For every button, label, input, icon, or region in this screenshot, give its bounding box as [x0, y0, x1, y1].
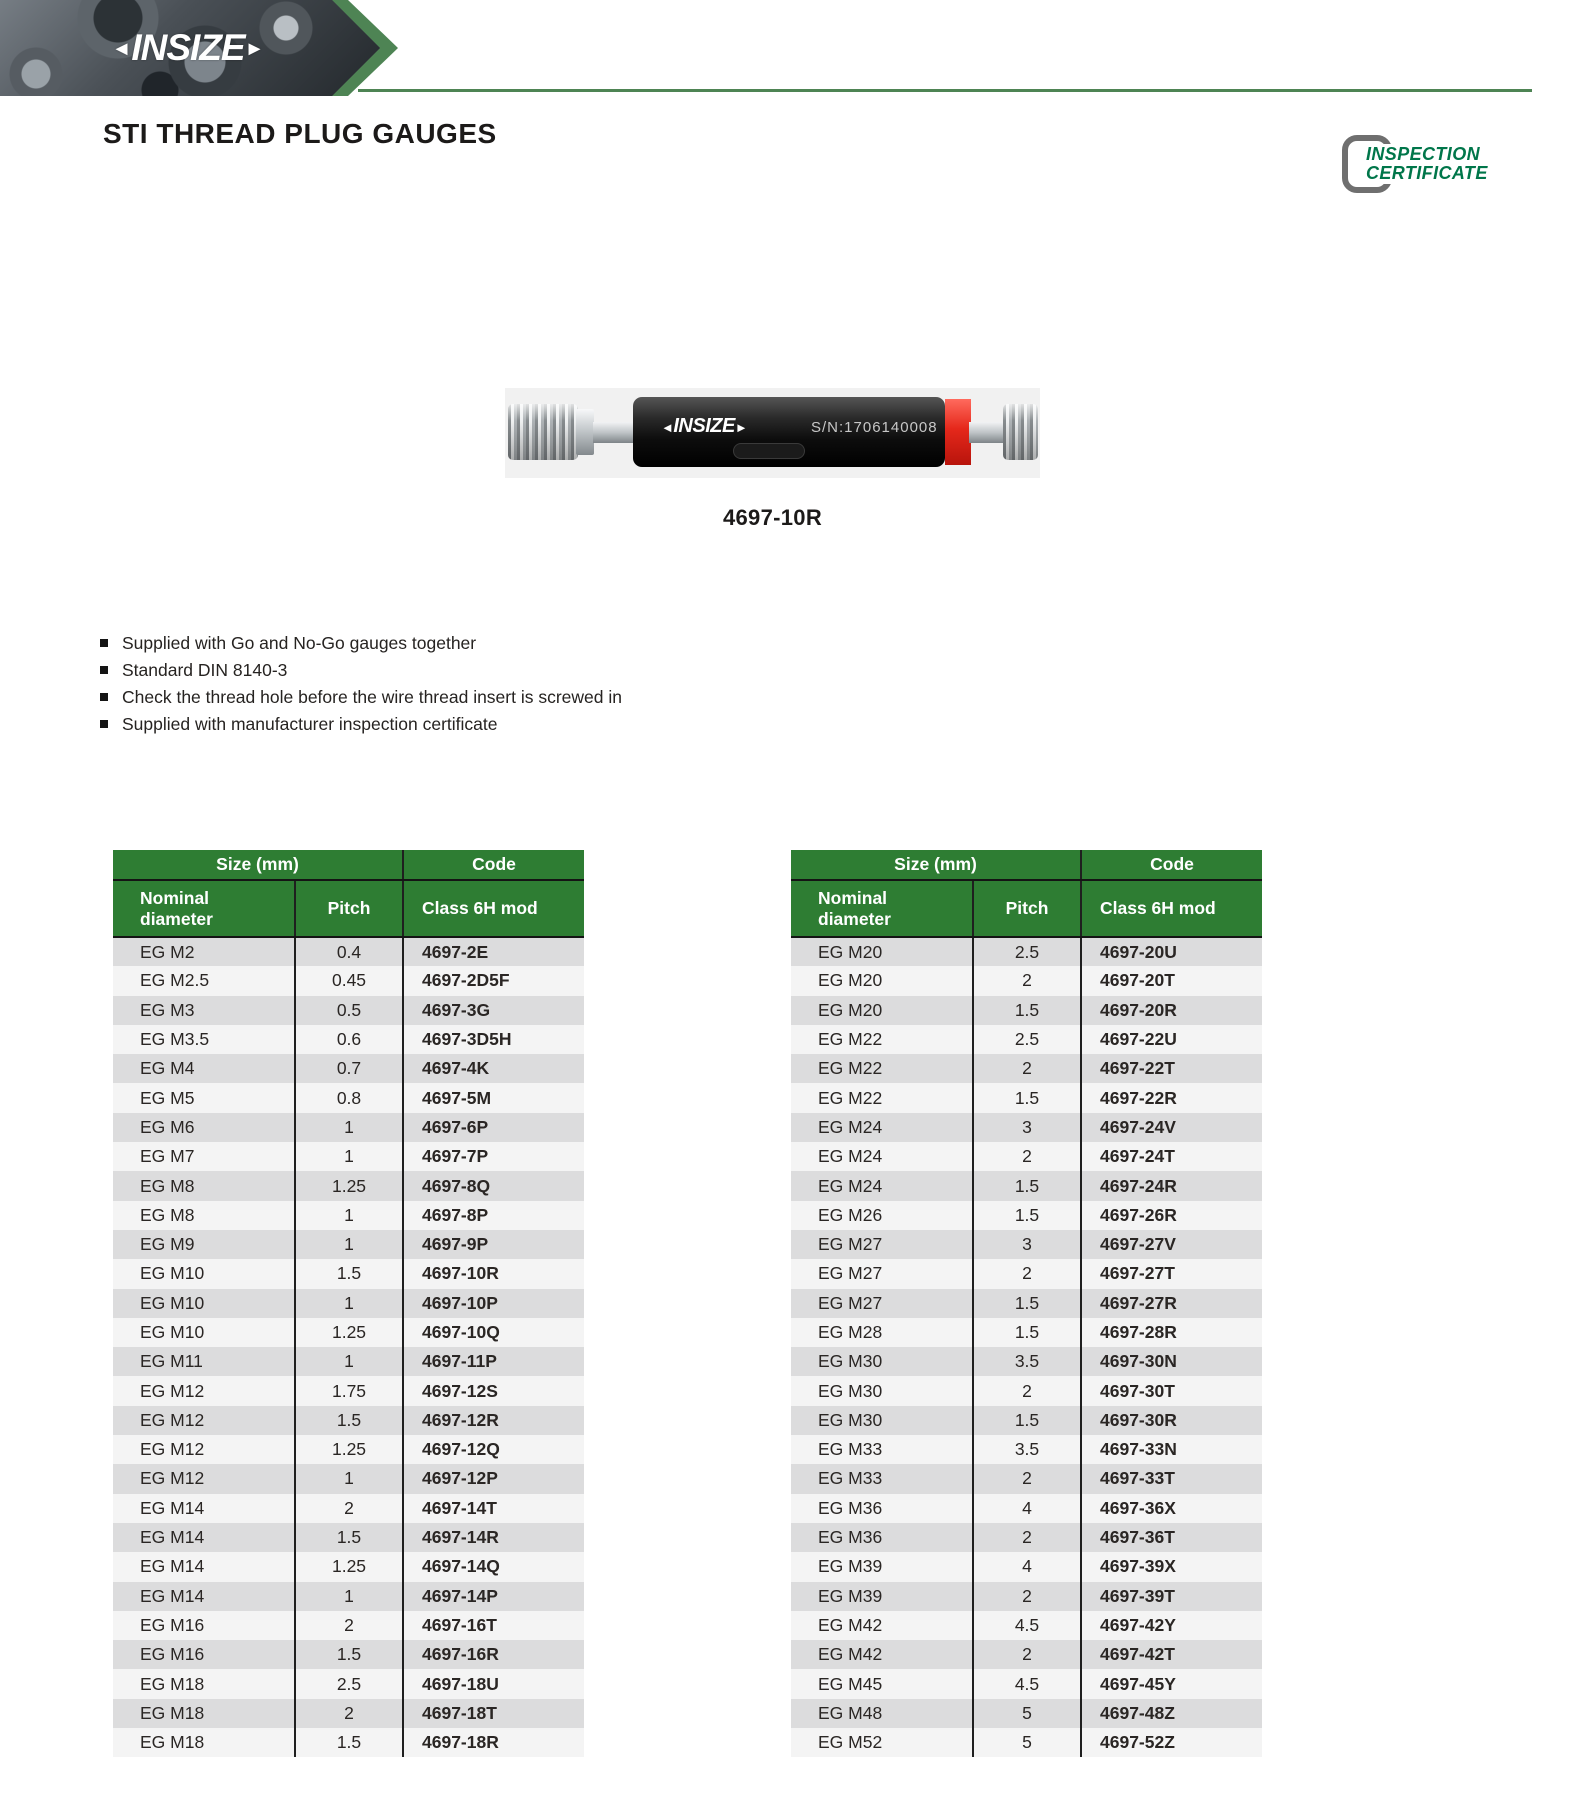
nominal-diameter-cell: EG M27 [791, 1289, 973, 1318]
pitch-cell: 1.5 [973, 996, 1081, 1025]
code-cell: 4697-2D5F [403, 966, 584, 995]
gauge-collar [576, 409, 594, 455]
nominal-diameter-cell: EG M26 [791, 1201, 973, 1230]
gauge-handle [633, 397, 945, 467]
pitch-cell: 5 [973, 1699, 1081, 1728]
bullet-square-icon [100, 693, 108, 701]
pitch-cell: 1.5 [295, 1259, 403, 1288]
table-row [791, 1523, 1262, 1552]
table-row [113, 996, 584, 1025]
code-cell: 4697-27R [1081, 1289, 1262, 1318]
table-row [791, 1083, 1262, 1112]
nominal-diameter-cell: EG M16 [113, 1611, 295, 1640]
code-cell: 4697-30R [1081, 1406, 1262, 1435]
table-row [791, 1435, 1262, 1464]
nominal-diameter-cell: EG M18 [113, 1669, 295, 1698]
table-row [113, 1611, 584, 1640]
pitch-cell: 1.75 [295, 1376, 403, 1405]
feature-item [100, 687, 622, 714]
inspection-certificate-badge [1342, 133, 1542, 195]
table-row [113, 1025, 584, 1054]
table-row [791, 1054, 1262, 1083]
nominal-diameter-cell: EG M2.5 [113, 966, 295, 995]
nominal-diameter-cell: EG M12 [113, 1406, 295, 1435]
code-cell: 4697-5M [403, 1083, 584, 1112]
code-cell: 4697-24T [1081, 1142, 1262, 1171]
table-row [113, 1259, 584, 1288]
nominal-diameter-cell: EG M2 [113, 937, 295, 966]
gauge-logo-left-arrow-icon: ◄ [661, 420, 674, 435]
certificate-line-2: CERTIFICATE [1366, 163, 1488, 183]
table-row [791, 1406, 1262, 1435]
logo-right-arrow-icon: ► [244, 37, 265, 60]
pitch-cell: 0.8 [295, 1083, 403, 1112]
feature-text: Standard DIN 8140-3 [122, 660, 288, 680]
nominal-diameter-cell: EG M9 [113, 1230, 295, 1259]
pitch-cell: 1 [295, 1113, 403, 1142]
spec-table-right [791, 850, 1262, 1757]
pitch-cell: 3.5 [973, 1435, 1081, 1464]
table-row [113, 1142, 584, 1171]
code-cell: 4697-11P [403, 1347, 584, 1376]
pitch-cell: 0.5 [295, 996, 403, 1025]
table-row [791, 1728, 1262, 1757]
code-cell: 4697-18U [403, 1669, 584, 1698]
header-divider-line [358, 89, 1532, 92]
nominal-diameter-cell: EG M20 [791, 996, 973, 1025]
table-row [113, 1640, 584, 1669]
nominal-diameter-cell: EG M27 [791, 1230, 973, 1259]
nominal-diameter-cell: EG M12 [113, 1435, 295, 1464]
gauge-nogo-red-band [945, 399, 971, 465]
code-cell: 4697-27T [1081, 1259, 1262, 1288]
table-row [113, 1171, 584, 1200]
table-row [791, 1230, 1262, 1259]
nominal-diameter-cell: EG M18 [113, 1699, 295, 1728]
gauge-nogo-thread [1003, 404, 1038, 460]
code-cell: 4697-18T [403, 1699, 584, 1728]
table-row [791, 996, 1262, 1025]
nominal-diameter-cell: EG M42 [791, 1640, 973, 1669]
pitch-cell: 1 [295, 1347, 403, 1376]
pitch-cell: 4.5 [973, 1611, 1081, 1640]
table-row [113, 1347, 584, 1376]
code-cell: 4697-30N [1081, 1347, 1262, 1376]
pitch-cell: 4.5 [973, 1669, 1081, 1698]
table-row [113, 1230, 584, 1259]
nominal-diameter-cell: EG M12 [113, 1464, 295, 1493]
table-row [113, 1552, 584, 1581]
pitch-cell: 1.25 [295, 1552, 403, 1581]
bullet-square-icon [100, 720, 108, 728]
table-row [113, 1435, 584, 1464]
nominal-diameter-cell: EG M10 [113, 1259, 295, 1288]
pitch-cell: 2 [973, 1640, 1081, 1669]
pitch-cell: 1 [295, 1142, 403, 1171]
table-row [113, 1201, 584, 1230]
code-cell: 4697-6P [403, 1113, 584, 1142]
pitch-header: Pitch [973, 880, 1081, 937]
pitch-cell: 1 [295, 1464, 403, 1493]
insize-logo [88, 22, 288, 74]
code-cell: 4697-48Z [1081, 1699, 1262, 1728]
table-sub-header-row [791, 880, 1262, 937]
pitch-cell: 2 [973, 1054, 1081, 1083]
code-cell: 4697-42T [1081, 1640, 1262, 1669]
pitch-cell: 3.5 [973, 1347, 1081, 1376]
code-cell: 4697-8P [403, 1201, 584, 1230]
code-cell: 4697-10Q [403, 1318, 584, 1347]
code-cell: 4697-42Y [1081, 1611, 1262, 1640]
table-row [113, 1113, 584, 1142]
nominal-diameter-cell: EG M24 [791, 1171, 973, 1200]
certificate-text [1360, 144, 1490, 184]
code-cell: 4697-20T [1081, 966, 1262, 995]
table-row [113, 1054, 584, 1083]
nominal-diameter-cell: EG M36 [791, 1494, 973, 1523]
table-row [791, 1669, 1262, 1698]
pitch-cell: 2.5 [973, 1025, 1081, 1054]
nominal-diameter-cell: EG M7 [113, 1142, 295, 1171]
table-row [791, 1376, 1262, 1405]
nominal-diameter-cell: EG M8 [113, 1171, 295, 1200]
code-cell: 4697-45Y [1081, 1669, 1262, 1698]
pitch-cell: 4 [973, 1494, 1081, 1523]
table-row [791, 966, 1262, 995]
pitch-cell: 1.5 [295, 1406, 403, 1435]
table-row [791, 1699, 1262, 1728]
feature-text: Supplied with Go and No-Go gauges together [122, 633, 477, 653]
code-cell: 4697-12P [403, 1464, 584, 1493]
code-cell: 4697-2E [403, 937, 584, 966]
code-cell: 4697-14Q [403, 1552, 584, 1581]
pitch-cell: 2 [973, 1464, 1081, 1493]
table-row [791, 1347, 1262, 1376]
nominal-diameter-cell: EG M14 [113, 1494, 295, 1523]
table-row [113, 1464, 584, 1493]
pitch-cell: 2 [973, 1259, 1081, 1288]
table-row [791, 1582, 1262, 1611]
nominal-diameter-cell: EG M33 [791, 1435, 973, 1464]
nominal-diameter-cell: EG M3 [113, 996, 295, 1025]
gauge-go-thread [508, 404, 578, 460]
gauge-shaft-right [969, 422, 1005, 443]
table-row [791, 937, 1262, 966]
pitch-cell: 1.5 [973, 1171, 1081, 1200]
gauge-logo [661, 415, 747, 438]
gauge-shaft-left [593, 422, 637, 443]
code-cell: 4697-12R [403, 1406, 584, 1435]
table-row [791, 1259, 1262, 1288]
size-group-header: Size (mm) [113, 850, 403, 880]
nominal-diameter-cell: EG M5 [113, 1083, 295, 1112]
gauge-logo-right-arrow-icon: ► [734, 420, 748, 435]
class-6h-mod-header: Class 6H mod [403, 880, 584, 937]
pitch-cell: 2 [973, 1376, 1081, 1405]
page-title: STI THREAD PLUG GAUGES [103, 118, 497, 149]
pitch-cell: 2 [295, 1611, 403, 1640]
nominal-diameter-header: Nominal diameter [791, 880, 973, 937]
feature-text: Supplied with manufacturer inspection certificate [122, 714, 498, 734]
nominal-diameter-cell: EG M48 [791, 1699, 973, 1728]
pitch-cell: 1.25 [295, 1435, 403, 1464]
pitch-cell: 3 [973, 1230, 1081, 1259]
pitch-cell: 2 [973, 1582, 1081, 1611]
nominal-diameter-header: Nominal diameter [113, 880, 295, 937]
pitch-cell: 2.5 [295, 1669, 403, 1698]
feature-list [100, 633, 622, 741]
pitch-cell: 1 [295, 1582, 403, 1611]
code-cell: 4697-14R [403, 1523, 584, 1552]
nominal-diameter-cell: EG M20 [791, 937, 973, 966]
code-cell: 4697-20U [1081, 937, 1262, 966]
pitch-cell: 2 [973, 966, 1081, 995]
code-cell: 4697-14T [403, 1494, 584, 1523]
nominal-diameter-cell: EG M3.5 [113, 1025, 295, 1054]
pitch-cell: 1.5 [295, 1640, 403, 1669]
table-row [113, 1669, 584, 1698]
nominal-diameter-cell: EG M12 [113, 1376, 295, 1405]
certificate-line-1: INSPECTION [1366, 144, 1481, 164]
table-row [113, 1494, 584, 1523]
pitch-cell: 1.5 [295, 1728, 403, 1757]
table-row [113, 1699, 584, 1728]
code-cell: 4697-16T [403, 1611, 584, 1640]
pitch-cell: 3 [973, 1113, 1081, 1142]
nominal-diameter-cell: EG M33 [791, 1464, 973, 1493]
pitch-cell: 1.25 [295, 1318, 403, 1347]
table-row [113, 937, 584, 966]
nominal-diameter-cell: EG M30 [791, 1347, 973, 1376]
pitch-cell: 1 [295, 1289, 403, 1318]
nominal-diameter-cell: EG M14 [113, 1582, 295, 1611]
code-cell: 4697-3G [403, 996, 584, 1025]
nominal-diameter-cell: EG M27 [791, 1259, 973, 1288]
size-group-header: Size (mm) [791, 850, 1081, 880]
code-cell: 4697-33N [1081, 1435, 1262, 1464]
code-cell: 4697-20R [1081, 996, 1262, 1025]
code-cell: 4697-52Z [1081, 1728, 1262, 1757]
pitch-cell: 4 [973, 1552, 1081, 1581]
code-cell: 4697-16R [403, 1640, 584, 1669]
bullet-square-icon [100, 639, 108, 647]
pitch-cell: 1.5 [973, 1201, 1081, 1230]
code-cell: 4697-14P [403, 1582, 584, 1611]
code-cell: 4697-39T [1081, 1582, 1262, 1611]
nominal-diameter-cell: EG M14 [113, 1552, 295, 1581]
table-row [791, 1611, 1262, 1640]
feature-text: Check the thread hole before the wire thread insert is screwed in [122, 687, 622, 707]
pitch-header: Pitch [295, 880, 403, 937]
gauge-logo-text: INSIZE [673, 415, 735, 437]
code-cell: 4697-36T [1081, 1523, 1262, 1552]
code-cell: 4697-22R [1081, 1083, 1262, 1112]
pitch-cell: 5 [973, 1728, 1081, 1757]
pitch-cell: 2 [973, 1523, 1081, 1552]
pitch-cell: 0.45 [295, 966, 403, 995]
nominal-diameter-cell: EG M24 [791, 1142, 973, 1171]
pitch-cell: 1.5 [973, 1318, 1081, 1347]
table-row [113, 1728, 584, 1757]
nominal-diameter-cell: EG M22 [791, 1054, 973, 1083]
product-caption: 4697-10R [722, 505, 823, 530]
bullet-square-icon [100, 666, 108, 674]
code-cell: 4697-4K [403, 1054, 584, 1083]
table-row [791, 1464, 1262, 1493]
code-cell: 4697-10R [403, 1259, 584, 1288]
table-row [113, 1318, 584, 1347]
table-row [791, 1318, 1262, 1347]
code-cell: 4697-24V [1081, 1113, 1262, 1142]
logo-text: INSIZE [131, 27, 245, 68]
code-cell: 4697-22U [1081, 1025, 1262, 1054]
code-cell: 4697-8Q [403, 1171, 584, 1200]
code-cell: 4697-3D5H [403, 1025, 584, 1054]
code-cell: 4697-30T [1081, 1376, 1262, 1405]
pitch-cell: 1.25 [295, 1171, 403, 1200]
table-row [113, 1582, 584, 1611]
pitch-cell: 2 [295, 1494, 403, 1523]
code-cell: 4697-27V [1081, 1230, 1262, 1259]
table-row [791, 1142, 1262, 1171]
nominal-diameter-cell: EG M22 [791, 1083, 973, 1112]
code-group-header: Code [403, 850, 584, 880]
code-cell: 4697-24R [1081, 1171, 1262, 1200]
pitch-cell: 0.7 [295, 1054, 403, 1083]
code-cell: 4697-18R [403, 1728, 584, 1757]
nominal-diameter-cell: EG M6 [113, 1113, 295, 1142]
header-banner [0, 0, 1588, 96]
spec-table-left [113, 850, 584, 1757]
table-row [791, 1113, 1262, 1142]
nominal-diameter-cell: EG M52 [791, 1728, 973, 1757]
table-sub-header-row [113, 880, 584, 937]
pitch-cell: 2 [295, 1699, 403, 1728]
code-cell: 4697-33T [1081, 1464, 1262, 1493]
nominal-diameter-cell: EG M14 [113, 1523, 295, 1552]
code-cell: 4697-22T [1081, 1054, 1262, 1083]
code-cell: 4697-39X [1081, 1552, 1262, 1581]
table-row [791, 1640, 1262, 1669]
pitch-cell: 0.4 [295, 937, 403, 966]
pitch-cell: 1 [295, 1230, 403, 1259]
pitch-cell: 1.5 [973, 1289, 1081, 1318]
table-row [791, 1494, 1262, 1523]
pitch-cell: 1 [295, 1201, 403, 1230]
code-cell: 4697-36X [1081, 1494, 1262, 1523]
nominal-diameter-cell: EG M10 [113, 1318, 295, 1347]
pitch-cell: 0.6 [295, 1025, 403, 1054]
feature-item [100, 660, 622, 687]
table-row [791, 1025, 1262, 1054]
nominal-diameter-cell: EG M20 [791, 966, 973, 995]
feature-item [100, 633, 622, 660]
table-group-header-row [113, 850, 584, 880]
product-photo [505, 388, 1040, 478]
nominal-diameter-cell: EG M11 [113, 1347, 295, 1376]
code-cell: 4697-9P [403, 1230, 584, 1259]
nominal-diameter-cell: EG M42 [791, 1611, 973, 1640]
table-row [113, 1376, 584, 1405]
table-row [113, 1083, 584, 1112]
nominal-diameter-cell: EG M18 [113, 1728, 295, 1757]
code-cell: 4697-12S [403, 1376, 584, 1405]
nominal-diameter-cell: EG M24 [791, 1113, 973, 1142]
table-row [113, 1406, 584, 1435]
gauge-handle-slot [733, 443, 805, 459]
pitch-cell: 1.5 [973, 1406, 1081, 1435]
table-row [791, 1552, 1262, 1581]
nominal-diameter-cell: EG M28 [791, 1318, 973, 1347]
nominal-diameter-cell: EG M30 [791, 1376, 973, 1405]
table-row [791, 1289, 1262, 1318]
class-6h-mod-header: Class 6H mod [1081, 880, 1262, 937]
nominal-diameter-cell: EG M4 [113, 1054, 295, 1083]
gauge-serial-number: S/N:1706140008 [811, 419, 938, 436]
nominal-diameter-cell: EG M30 [791, 1406, 973, 1435]
table-row [791, 1201, 1262, 1230]
code-group-header: Code [1081, 850, 1262, 880]
nominal-diameter-cell: EG M10 [113, 1289, 295, 1318]
pitch-cell: 2 [973, 1142, 1081, 1171]
nominal-diameter-cell: EG M16 [113, 1640, 295, 1669]
nominal-diameter-cell: EG M22 [791, 1025, 973, 1054]
table-group-header-row [791, 850, 1262, 880]
table-row [113, 1523, 584, 1552]
nominal-diameter-cell: EG M45 [791, 1669, 973, 1698]
nominal-diameter-cell: EG M8 [113, 1201, 295, 1230]
code-cell: 4697-7P [403, 1142, 584, 1171]
logo-left-arrow-icon: ◄ [111, 37, 132, 60]
feature-item [100, 714, 622, 741]
table-row [113, 966, 584, 995]
code-cell: 4697-28R [1081, 1318, 1262, 1347]
nominal-diameter-cell: EG M39 [791, 1552, 973, 1581]
code-cell: 4697-12Q [403, 1435, 584, 1464]
pitch-cell: 1.5 [973, 1083, 1081, 1112]
table-row [791, 1171, 1262, 1200]
pitch-cell: 2.5 [973, 937, 1081, 966]
nominal-diameter-cell: EG M39 [791, 1582, 973, 1611]
table-row [113, 1289, 584, 1318]
code-cell: 4697-10P [403, 1289, 584, 1318]
nominal-diameter-cell: EG M36 [791, 1523, 973, 1552]
pitch-cell: 1.5 [295, 1523, 403, 1552]
code-cell: 4697-26R [1081, 1201, 1262, 1230]
